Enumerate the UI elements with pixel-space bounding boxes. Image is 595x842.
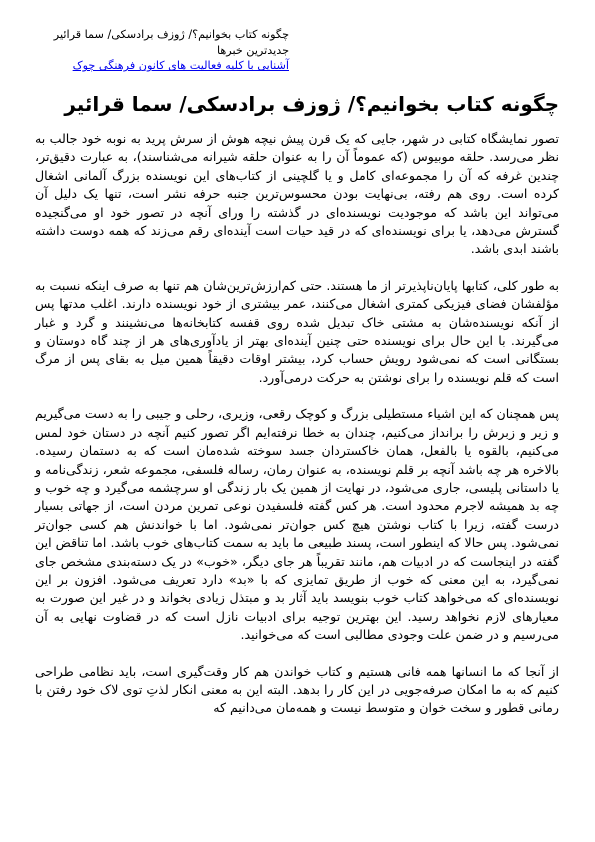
paragraph: تصور نمایشگاه کتابی در شهر، جایی که یک قرن پیش نیچه هوش از سرش پرید به نوبه خود جالب به نظر می‌رسد. حلقه موبیوس (که عموماً آن را به عنوان حلقه شیرانه می‌شناسند)، به عبارت دقیق‌تر، چندین غرفه که آن را مجموعه‌ای کامل و یا گلچینی از کتاب‌های این نویسنده بزرگ آلمانی اشغال کرده است. روی هم رفته، بی‌نهایت بودن محسوس‌ترین جنبه حرفه نشر است، تنها یک دلیل آن می‌تواند این باشد که موجودیت نویسنده‌ای در گذشته را ورای آنچه در تصور خود او می‌گنجیده گسترش می‌دهد، یا برای نویسنده‌ای که در قید حیات است آینده‌ای رقم می‌زند که همه دوست داشته باشند ابدی باشد. [35, 131, 559, 257]
page-header [29, 27, 289, 74]
paragraph: پس همچنان که این اشیاء مستطیلی بزرگ و کوچک رقعی، وزیری، رحلی و جیبی را به دست می‌گیریم و زیر و زبرش را برانداز می‌کنیم، چندان به خطا نرفته‌ایم اگر تصور کنیم آنچه در دستان خود لمس می‌کنیم، بالقوه یا بالفعل، همان خاکستردان جسد سوخته شده‌مان است که به دستمان رسیده. بالاخره هر چه باشد آنچه بر قلم نویسنده، به عنوان رمان، رساله فلسفی، مجموعه شعر، زندگی‌نامه و یا داستانی پلیسی، جاری می‌شود، در نهایت از همین یک بار زندگی او سرچشمه می‌گیرد و چه خوب و چه بد همیشه لاجرم محدود است. هر کس گفته فلسفیدن نوعی تمرین مردن است، از جهاتی بسیار درست گفته، زیرا با کتاب نوشتن هیچ کس جوان‌تر نمی‌شود. اما با خواندنش هم کسی جوان‌تر نمی‌شود. پس حالا که اینطور است، پسند طبیعی ما باید به سمت کتاب‌های خوب باشد. اما تناقض این گفته در اینجاست که در ادبیات هم، مانند تقریباً هر جای دیگر، «خوب» در یک دسته‌بندی مشخص جای نمی‌گیرد، به این معنی که خوب از طریق تمایزی که با «بد» دارد تعریف می‌شود. افزون بر این نویسنده‌ای که می‌خواهد کتاب خوب بنویسد باید آثار بد و مبتذل زیادی بخواند و در غیر این صورت به معیارهای لازم نخواهد رسید. این بهترین توجیه برای ادبیات نازل است که در قضاوت نهایی به آن می‌رسیم و در ضمن علت وجودی مطالبی است که می‌خوانید. [35, 406, 559, 643]
breadcrumb: چگونه کتاب بخوانیم؟/ ژوزف برادسکی/ سما قرائیر [53, 28, 289, 41]
latest-news-label: جدیدترین خبرها [216, 43, 289, 57]
article-body [35, 130, 559, 736]
paragraph: از آنجا که ما انسانها همه فانی هستیم و کتاب خواندن هم کار وقت‌گیری است، باید نظامی طراحی کنیم که به ما امکان صرفه‌جویی در این کار را بدهد. البته این به معنی انکار لذتِ توی لاک خود رفتن با رمانی قطور و سخت خوان و متوسط نیست و همه‌مان می‌دانیم که [35, 663, 559, 716]
activities-link[interactable]: آشنایی با کلیه فعالیت های کانون فرهنگی چوک [72, 59, 289, 73]
article-title: چگونه کتاب بخوانیم؟/ ژوزف برادسکی/ سما قرائیر [64, 92, 559, 116]
paragraph: به طور کلی، کتابها پایان‌ناپذیرتر از ما هستند. حتی کم‌ارزش‌ترین‌شان هم تنها به صرف اینکه نسبت به مؤلفشان فضای فیزیکی کمتری اشغال می‌کنند، عمر بیشتری از خود نویسنده دارند. اغلب مدتها پس از آنکه نویسنده‌شان به مشتی خاک تبدیل شده روی قفسه کتابخانه‌ها می‌نشینند و گرد و غبار می‌گیرند. با این حال برای نویسنده حتی چنین آینده‌ای بهتر از یادآوری‌های هر از چند گاه دوستان و بستگانی است که نمی‌شود رویش حساب کرد، بیشتر اوقات دقیقاً همین میل به بقای پس از مرگ است که قلم نویسنده را برای نوشتن به حرکت درمی‌آورد. [35, 277, 559, 385]
